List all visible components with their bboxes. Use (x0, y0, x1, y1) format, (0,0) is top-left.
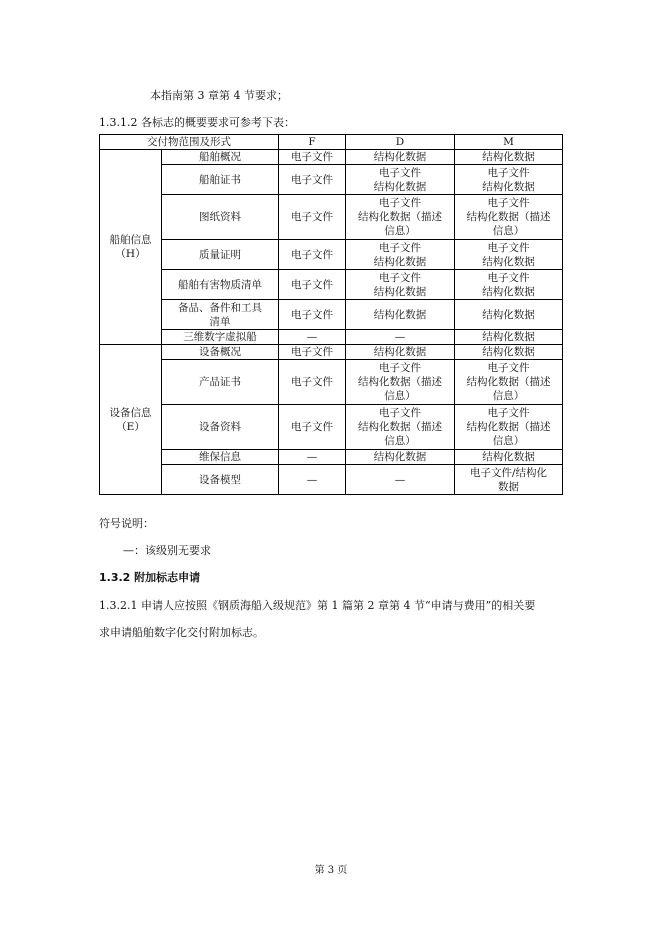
header-scope: 交付物范围及形式 (100, 135, 279, 150)
section-1321-line2: 求申请船舶数字化交付附加标志。 (99, 626, 264, 639)
table-row (100, 360, 563, 405)
table-row (100, 465, 563, 495)
table-body (100, 150, 563, 495)
d-cell: 电子文件 结构化数据（描述 信息） (346, 360, 455, 405)
f-cell: 电子文件 (279, 195, 346, 240)
table-row (100, 405, 563, 450)
f-cell: 电子文件 (279, 150, 346, 165)
d-cell: — (346, 330, 455, 345)
m-cell: 电子文件 结构化数据（描述 信息） (455, 195, 563, 240)
f-cell: 电子文件 (279, 240, 346, 270)
section-132-heading: 1.3.2 附加标志申请 (99, 571, 201, 584)
table-row (100, 270, 563, 300)
intro-line: 本指南第 3 章第 4 节要求； (150, 89, 288, 102)
page-footer: 第 3 页 (314, 865, 348, 876)
table-header-row (100, 135, 563, 150)
d-cell: 结构化数据 (346, 345, 455, 360)
f-cell: 电子文件 (279, 165, 346, 195)
item-cell: 三维数字虚拟船 (162, 330, 279, 345)
section-1321-line1: 1.3.2.1 申请人应按照《钢质海船入级规范》第 1 篇第 2 章第 4 节“申请与费用”的相关要 (99, 599, 536, 612)
m-cell: 结构化数据 (455, 345, 563, 360)
m-cell: 电子文件/结构化 数据 (455, 465, 563, 495)
d-cell: 电子文件 结构化数据 (346, 270, 455, 300)
item-cell: 产品证书 (162, 360, 279, 405)
f-cell: — (279, 330, 346, 345)
f-cell: 电子文件 (279, 345, 346, 360)
header-d: D (346, 135, 455, 150)
f-cell: — (279, 465, 346, 495)
item-cell: 维保信息 (162, 450, 279, 465)
f-cell: 电子文件 (279, 300, 346, 330)
m-cell: 结构化数据 (455, 450, 563, 465)
d-cell: 电子文件 结构化数据（描述 信息） (346, 405, 455, 450)
item-cell: 图纸资料 (162, 195, 279, 240)
table-row (100, 330, 563, 345)
item-cell: 设备模型 (162, 465, 279, 495)
deliverables-table (99, 134, 563, 495)
item-cell: 船舶概况 (162, 150, 279, 165)
item-cell: 设备资料 (162, 405, 279, 450)
f-cell: 电子文件 (279, 405, 346, 450)
d-cell: 结构化数据 (346, 450, 455, 465)
f-cell: 电子文件 (279, 270, 346, 300)
d-cell: — (346, 465, 455, 495)
table-row (100, 150, 563, 165)
symbol-note-title: 符号说明： (99, 517, 154, 530)
section-1312-text: 1.3.1.2 各标志的概要要求可参考下表： (99, 116, 295, 129)
m-cell: 电子文件 结构化数据（描述 信息） (455, 360, 563, 405)
header-f: F (279, 135, 346, 150)
m-cell: 电子文件 结构化数据 (455, 270, 563, 300)
item-cell: 备品、备件和工具 清单 (162, 300, 279, 330)
table-row (100, 345, 563, 360)
table-row (100, 165, 563, 195)
table-row (100, 450, 563, 465)
item-cell: 船舶证书 (162, 165, 279, 195)
table-row (100, 195, 563, 240)
m-cell: 结构化数据 (455, 330, 563, 345)
f-cell: 电子文件 (279, 360, 346, 405)
symbol-note-item: —：该级别无要求 (123, 544, 211, 557)
d-cell: 电子文件 结构化数据 (346, 165, 455, 195)
d-cell: 结构化数据 (346, 300, 455, 330)
m-cell: 电子文件 结构化数据（描述 信息） (455, 405, 563, 450)
table-row (100, 240, 563, 270)
table-row (100, 300, 563, 330)
item-cell: 质量证明 (162, 240, 279, 270)
d-cell: 电子文件 结构化数据 (346, 240, 455, 270)
m-cell: 电子文件 结构化数据 (455, 240, 563, 270)
m-cell: 结构化数据 (455, 300, 563, 330)
f-cell: — (279, 450, 346, 465)
m-cell: 结构化数据 (455, 150, 563, 165)
item-cell: 设备概况 (162, 345, 279, 360)
m-cell: 电子文件 结构化数据 (455, 165, 563, 195)
group-label-cell: 设备信息 （E） (100, 345, 162, 495)
header-m: M (455, 135, 563, 150)
item-cell: 船舶有害物质清单 (162, 270, 279, 300)
group-label-cell: 船舶信息 （H） (100, 150, 162, 345)
d-cell: 电子文件 结构化数据（描述 信息） (346, 195, 455, 240)
d-cell: 结构化数据 (346, 150, 455, 165)
